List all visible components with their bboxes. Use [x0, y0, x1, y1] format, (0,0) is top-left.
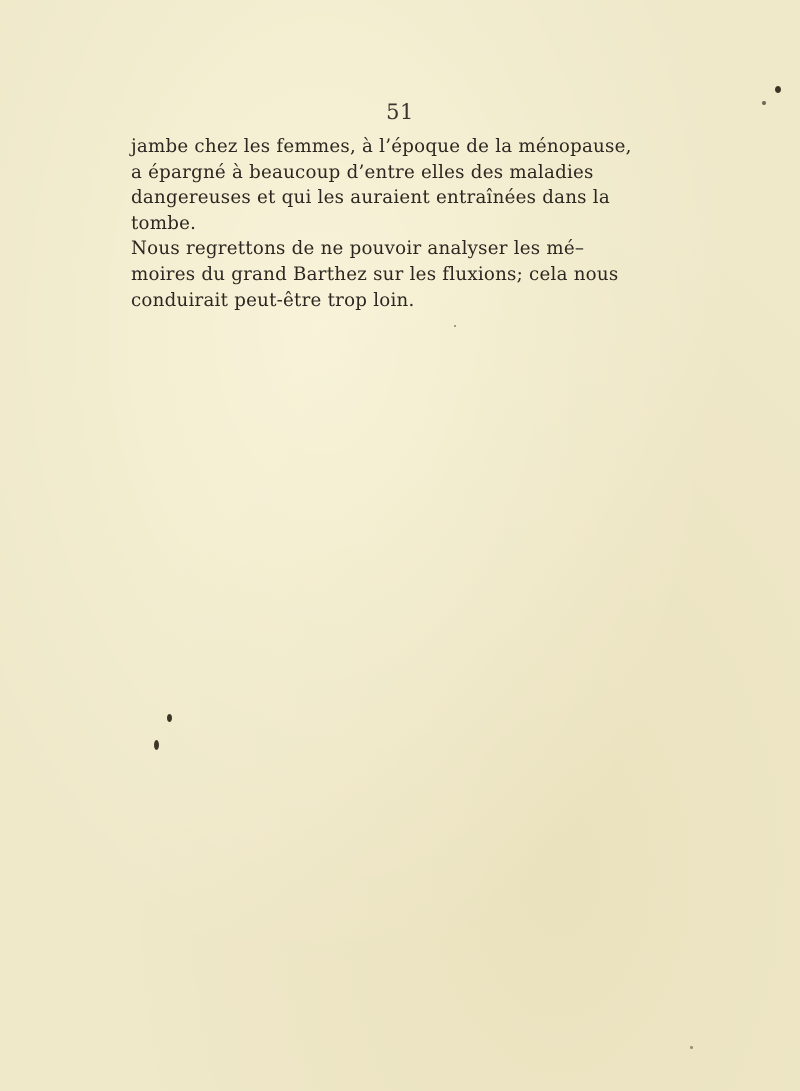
text-line: moires du grand Barthez sur les fluxions; cela nous: [131, 263, 619, 285]
body-text: [131, 134, 632, 313]
ink-speck: [775, 86, 781, 93]
text-line: Nous regrettons de ne pouvoir analyser les mé–: [131, 238, 585, 260]
ink-speck: [454, 325, 456, 327]
ink-speck: [167, 714, 172, 722]
ink-speck: [690, 1046, 693, 1049]
text-line: dangereuses et qui les auraient entraînées dans la: [131, 187, 610, 209]
text-line: conduirait peut-être trop loin.: [131, 289, 415, 311]
page-number: 51: [386, 100, 414, 124]
text-line: a épargné à beaucoup d’entre elles des maladies: [131, 161, 594, 183]
text-line: jambe chez les femmes, à l’époque de la ménopause,: [131, 136, 632, 157]
ink-speck: [154, 740, 159, 750]
ink-speck: [762, 101, 766, 105]
text-line: tombe.: [131, 212, 197, 234]
